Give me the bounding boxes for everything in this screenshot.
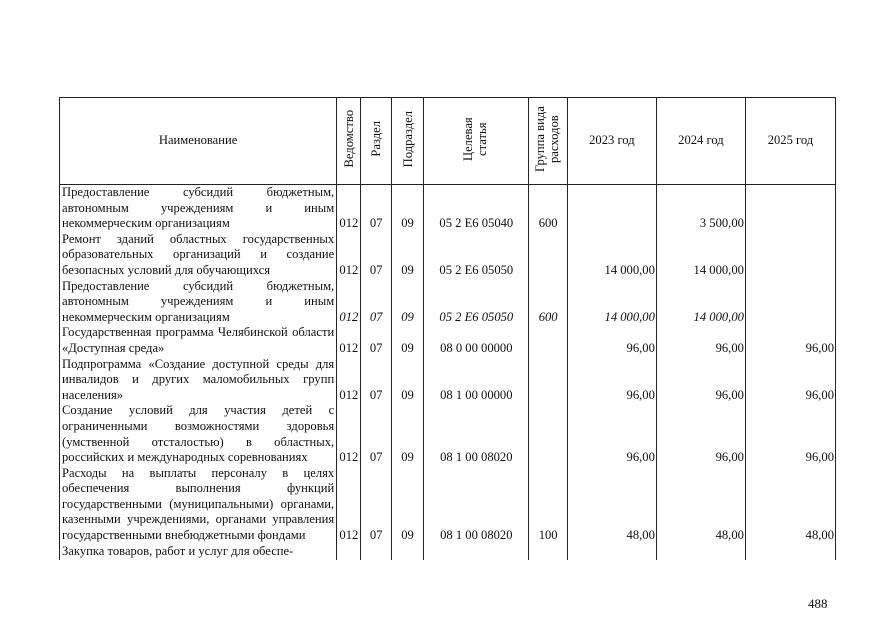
cell-subsection: 09	[391, 466, 423, 544]
cell-y2025: 96,00	[745, 325, 835, 356]
header-department: Ведомство	[337, 98, 361, 185]
cell-subsection: 09	[391, 279, 423, 326]
cell-y2025	[745, 185, 835, 232]
header-target-item: Целевая статья	[424, 98, 529, 185]
cell-target-item: 08 0 00 00000	[424, 325, 529, 356]
cell-y2025: 96,00	[745, 357, 835, 404]
cell-name: Создание условий для участия детей с ограниченными возможностями здоровья (умственной отсталостью) в областных, российских и международных соревнованиях	[60, 403, 337, 465]
table-row	[60, 403, 836, 465]
cell-y2025	[745, 544, 835, 560]
cell-section: 07	[361, 357, 391, 404]
table-row	[60, 466, 836, 544]
cell-subsection: 09	[391, 185, 423, 232]
header-expense-group: Группа вида расходов	[529, 98, 567, 185]
cell-y2024: 96,00	[656, 403, 745, 465]
cell-subsection: 09	[391, 403, 423, 465]
cell-department	[337, 544, 361, 560]
cell-y2023: 96,00	[567, 403, 656, 465]
cell-subsection: 09	[391, 232, 423, 279]
cell-target-item: 05 2 Е6 05040	[424, 185, 529, 232]
header-2025: 2025 год	[745, 98, 835, 185]
header-2024: 2024 год	[656, 98, 745, 185]
cell-section: 07	[361, 279, 391, 326]
cell-name: Государственная программа Челябинской области «Доступная среда»	[60, 325, 337, 356]
cell-y2023	[567, 544, 656, 560]
table-body	[60, 185, 836, 560]
cell-y2024: 3 500,00	[656, 185, 745, 232]
cell-expense-group: 100	[529, 466, 567, 544]
cell-expense-group	[529, 544, 567, 560]
cell-name: Расходы на выплаты персоналу в целях обеспечения выполнения функций государственными (муниципальными) органами, казенными учреждениями, органами управления государственными внебюджетными фондами	[60, 466, 337, 544]
cell-name: Закупка товаров, работ и услуг для обеспе-	[60, 544, 337, 560]
cell-department: 012	[337, 279, 361, 326]
cell-subsection	[391, 544, 423, 560]
cell-y2023: 96,00	[567, 357, 656, 404]
cell-expense-group: 600	[529, 279, 567, 326]
table-row	[60, 544, 836, 560]
cell-name: Предоставление субсидий бюджетным, автономным учреждениям и иным некоммерческим организациям	[60, 185, 337, 232]
cell-name: Предоставление субсидий бюджетным, автономным учреждениям и иным некоммерческим организациям	[60, 279, 337, 326]
cell-y2025	[745, 279, 835, 326]
cell-y2025: 48,00	[745, 466, 835, 544]
cell-subsection: 09	[391, 325, 423, 356]
cell-name: Подпрограмма «Создание доступной среды для инвалидов и других маломобильных групп населения»	[60, 357, 337, 404]
cell-target-item: 08 1 00 08020	[424, 466, 529, 544]
table-row	[60, 232, 836, 279]
cell-department: 012	[337, 357, 361, 404]
cell-name: Ремонт зданий областных государственных образовательных организаций и создание безопасных условий для обучающихся	[60, 232, 337, 279]
cell-expense-group	[529, 357, 567, 404]
cell-target-item: 05 2 Е6 05050	[424, 232, 529, 279]
header-section: Раздел	[361, 98, 391, 185]
cell-expense-group: 600	[529, 185, 567, 232]
cell-y2023	[567, 185, 656, 232]
cell-y2024	[656, 544, 745, 560]
cell-department: 012	[337, 232, 361, 279]
header-subsection: Подраздел	[391, 98, 423, 185]
cell-expense-group	[529, 403, 567, 465]
cell-y2023: 14 000,00	[567, 232, 656, 279]
cell-y2024: 96,00	[656, 357, 745, 404]
table-row	[60, 279, 836, 326]
cell-department: 012	[337, 325, 361, 356]
cell-expense-group	[529, 232, 567, 279]
cell-subsection: 09	[391, 357, 423, 404]
cell-target-item: 05 2 Е6 05050	[424, 279, 529, 326]
budget-table	[59, 97, 836, 560]
cell-y2024: 48,00	[656, 466, 745, 544]
cell-expense-group	[529, 325, 567, 356]
cell-y2024: 14 000,00	[656, 279, 745, 326]
cell-y2023: 48,00	[567, 466, 656, 544]
cell-section: 07	[361, 185, 391, 232]
cell-target-item: 08 1 00 08020	[424, 403, 529, 465]
cell-section: 07	[361, 466, 391, 544]
cell-department: 012	[337, 403, 361, 465]
cell-target-item	[424, 544, 529, 560]
page-number: 488	[808, 596, 828, 611]
cell-y2023: 14 000,00	[567, 279, 656, 326]
cell-target-item: 08 1 00 00000	[424, 357, 529, 404]
cell-y2023: 96,00	[567, 325, 656, 356]
header-2023: 2023 год	[567, 98, 656, 185]
cell-department: 012	[337, 185, 361, 232]
header-name: Наименование	[60, 98, 337, 185]
cell-department: 012	[337, 466, 361, 544]
cell-y2024: 96,00	[656, 325, 745, 356]
cell-y2024: 14 000,00	[656, 232, 745, 279]
table-row	[60, 325, 836, 356]
cell-y2025	[745, 232, 835, 279]
cell-y2025: 96,00	[745, 403, 835, 465]
table-row	[60, 357, 836, 404]
table-header-row	[60, 98, 836, 185]
cell-section: 07	[361, 403, 391, 465]
table-row	[60, 185, 836, 232]
cell-section: 07	[361, 232, 391, 279]
cell-section: 07	[361, 325, 391, 356]
cell-section	[361, 544, 391, 560]
